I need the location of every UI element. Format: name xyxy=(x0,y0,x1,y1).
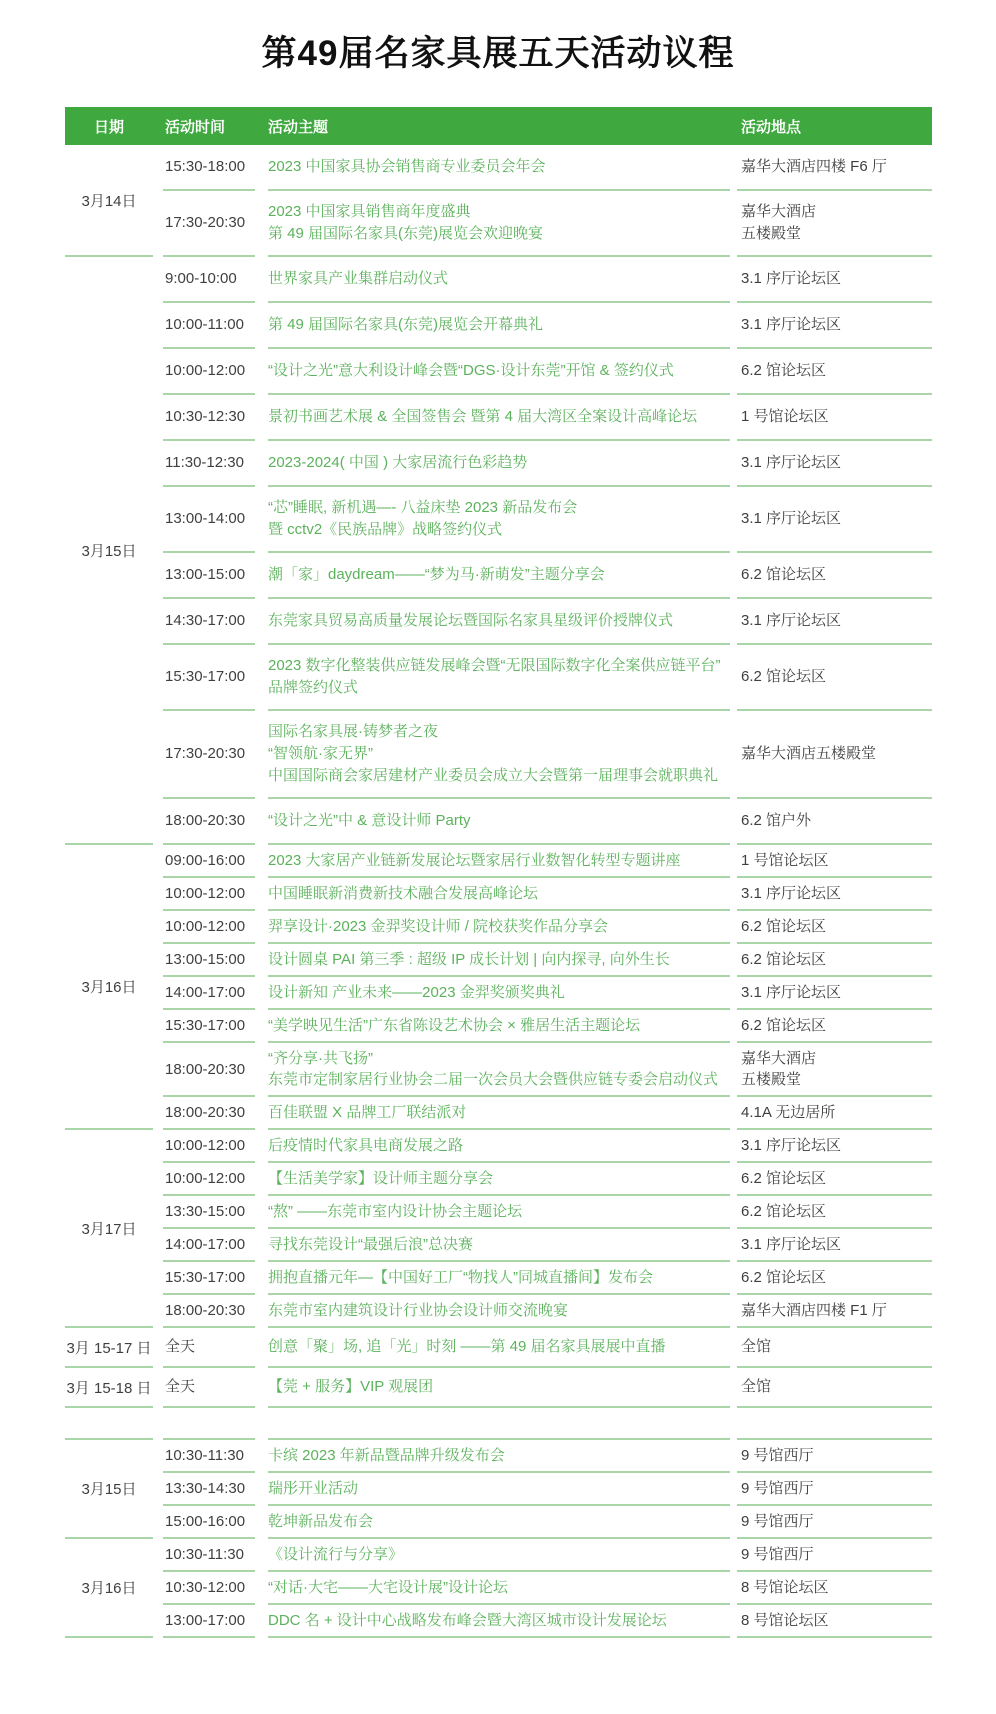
table-row xyxy=(163,711,932,799)
theme-cell xyxy=(268,1605,730,1638)
table-row xyxy=(163,977,932,1010)
theme-cell xyxy=(268,1506,730,1539)
text-line: 瑞彤开业活动 xyxy=(268,1480,359,1497)
table-row xyxy=(163,911,932,944)
text-line: 6.2 馆户外 xyxy=(741,812,812,829)
theme-cell xyxy=(268,711,730,799)
table-row xyxy=(163,1196,932,1229)
text-line: 全天 xyxy=(165,1378,196,1395)
table-row xyxy=(163,191,932,257)
text-line: 6.2 馆论坛区 xyxy=(741,1269,827,1286)
text-line: 6.2 馆论坛区 xyxy=(741,918,827,935)
time-cell xyxy=(163,1473,255,1506)
text-line: 中国国际商会家居建材产业委员会成立大会暨第一届理事会就职典礼 xyxy=(268,767,719,784)
table-row xyxy=(163,1440,932,1473)
text-line: 2023 中国家具销售商年度盛典 xyxy=(268,203,471,220)
table-row xyxy=(163,349,932,395)
table-row xyxy=(163,799,932,845)
text-line: 3.1 序厅论坛区 xyxy=(741,316,842,333)
venue-cell xyxy=(737,487,932,553)
venue-cell xyxy=(737,395,932,441)
table-row xyxy=(163,395,932,441)
theme-cell xyxy=(268,799,730,845)
time-cell xyxy=(163,911,255,944)
time-cell xyxy=(163,1043,255,1097)
table-header-row xyxy=(65,107,932,145)
table-row xyxy=(163,441,932,487)
theme-cell xyxy=(268,487,730,553)
venue-cell xyxy=(737,145,932,191)
time-cell xyxy=(163,1328,255,1368)
theme-cell xyxy=(268,645,730,711)
text-line: 8 号馆论坛区 xyxy=(741,1612,829,1629)
venue-cell xyxy=(737,553,932,599)
theme-cell xyxy=(268,911,730,944)
theme-cell xyxy=(268,303,730,349)
table-row xyxy=(163,1262,932,1295)
text-line: 第 49 届国际名家具(东莞)展览会开幕典礼 xyxy=(268,316,544,333)
text-line: 东莞市定制家居行业协会二届一次会员大会暨供应链专委会启动仪式 xyxy=(268,1071,719,1088)
text-line: 全天 xyxy=(165,1338,196,1355)
text-line: 10:00-12:00 xyxy=(165,1170,246,1187)
text-line: “智领航·家无界” xyxy=(268,745,373,762)
venue-cell xyxy=(737,1262,932,1295)
group-rows xyxy=(163,1440,932,1539)
text-line: 10:30-12:00 xyxy=(165,1579,246,1596)
table-row xyxy=(163,845,932,878)
date-cell: 3月 15-17 日 xyxy=(65,1328,153,1368)
text-line: 全馆 xyxy=(741,1338,772,1355)
text-line: 嘉华大酒店 xyxy=(741,203,817,220)
text-line: 15:30-17:00 xyxy=(165,1269,246,1286)
venue-cell xyxy=(737,645,932,711)
time-cell xyxy=(163,1295,255,1328)
time-cell xyxy=(163,845,255,878)
venue-cell xyxy=(737,1097,932,1130)
spacer-cell xyxy=(268,1408,730,1440)
venue-cell xyxy=(737,1473,932,1506)
text-line: 13:30-15:00 xyxy=(165,1203,246,1220)
text-line: 9 号馆西厅 xyxy=(741,1480,814,1497)
text-line: 10:00-12:00 xyxy=(165,918,246,935)
text-line: 设计圆桌 PAI 第三季 : 超级 IP 成长计划 | 向内探寻, 向外生长 xyxy=(268,951,670,968)
text-line: 寻找东莞设计“最强后浪”总决赛 xyxy=(268,1236,473,1253)
venue-cell xyxy=(737,944,932,977)
text-line: 6.2 馆论坛区 xyxy=(741,1017,827,1034)
text-line: 后疫情时代家具电商发展之路 xyxy=(268,1137,464,1154)
text-line: 全馆 xyxy=(741,1378,772,1395)
text-line: 3.1 序厅论坛区 xyxy=(741,612,842,629)
text-line: 15:30-17:00 xyxy=(165,668,246,685)
venue-cell xyxy=(737,977,932,1010)
header-date: 日期 xyxy=(93,118,124,136)
theme-cell xyxy=(268,1328,730,1368)
time-cell xyxy=(163,145,255,191)
text-line: 东莞家具贸易高质量发展论坛暨国际名家具星级评价授牌仪式 xyxy=(268,612,674,629)
time-cell xyxy=(163,257,255,303)
text-line: 嘉华大酒店 xyxy=(741,1050,817,1067)
time-cell xyxy=(163,1163,255,1196)
text-line: 09:00-16:00 xyxy=(165,852,246,869)
text-line: 15:30-18:00 xyxy=(165,158,246,175)
group-rows xyxy=(163,257,932,845)
group-rows xyxy=(163,1539,932,1638)
text-line: 创意「聚」场, 追「光」时刻 ——第 49 届名家具展展中直播 xyxy=(268,1338,666,1355)
time-cell xyxy=(163,1539,255,1572)
theme-cell xyxy=(268,599,730,645)
time-cell xyxy=(163,553,255,599)
text-line: 国际名家具展·铸梦者之夜 xyxy=(268,723,438,740)
venue-cell xyxy=(737,1043,932,1097)
text-line: “美学映见生活”广东省陈设艺术协会 × 雅居生活主题论坛 xyxy=(268,1017,641,1034)
table-row xyxy=(163,599,932,645)
table-row xyxy=(163,257,932,303)
text-line: 15:00-16:00 xyxy=(165,1513,246,1530)
time-cell xyxy=(163,711,255,799)
text-line: 《设计流行与分享》 xyxy=(268,1546,404,1563)
theme-cell xyxy=(268,1097,730,1130)
text-line: 3.1 序厅论坛区 xyxy=(741,885,842,902)
time-cell xyxy=(163,878,255,911)
time-cell xyxy=(163,799,255,845)
group-rows xyxy=(163,145,932,257)
header-venue: 活动地点 xyxy=(741,118,802,136)
theme-cell xyxy=(268,1368,730,1408)
theme-cell xyxy=(268,257,730,303)
theme-cell xyxy=(268,1196,730,1229)
text-line: 9:00-10:00 xyxy=(165,270,237,287)
spacer-cell xyxy=(65,1408,153,1440)
text-line: 10:30-12:30 xyxy=(165,408,246,425)
theme-cell xyxy=(268,1295,730,1328)
venue-cell xyxy=(737,878,932,911)
schedule-group xyxy=(65,1440,932,1539)
text-line: 10:30-11:30 xyxy=(165,1447,244,1464)
time-cell xyxy=(163,1572,255,1605)
venue-cell xyxy=(737,1196,932,1229)
table-row xyxy=(163,1097,932,1130)
table-body xyxy=(65,145,932,1638)
time-cell xyxy=(163,1130,255,1163)
text-line: 3.1 序厅论坛区 xyxy=(741,510,842,527)
venue-cell xyxy=(737,1572,932,1605)
spacer-cell xyxy=(163,1408,255,1440)
venue-cell xyxy=(737,1010,932,1043)
table-row xyxy=(163,1539,932,1572)
time-cell xyxy=(163,944,255,977)
time-cell xyxy=(163,1440,255,1473)
theme-cell xyxy=(268,1572,730,1605)
table-row xyxy=(163,1163,932,1196)
text-line: 3.1 序厅论坛区 xyxy=(741,454,842,471)
text-line: 2023 中国家具协会销售商专业委员会年会 xyxy=(268,158,546,175)
theme-cell xyxy=(268,553,730,599)
theme-cell xyxy=(268,878,730,911)
spacer-cell xyxy=(737,1408,932,1440)
text-line: 13:30-14:30 xyxy=(165,1480,246,1497)
text-line: “设计之光”意大利设计峰会暨“DGS·设计东莞”开馆 & 签约仪式 xyxy=(268,362,674,379)
text-line: 18:00-20:30 xyxy=(165,1060,246,1078)
theme-cell xyxy=(268,1010,730,1043)
venue-cell xyxy=(737,1328,932,1368)
text-line: 10:00-12:00 xyxy=(165,1137,246,1154)
text-line: 世界家具产业集群启动仪式 xyxy=(268,270,449,287)
date-cell: 3月15日 xyxy=(65,257,153,845)
date-cell: 3月17日 xyxy=(65,1130,153,1328)
venue-cell xyxy=(737,1368,932,1408)
text-line: 13:00-15:00 xyxy=(165,951,246,968)
text-line: 3.1 序厅论坛区 xyxy=(741,270,842,287)
date-cell: 3月16日 xyxy=(65,1539,153,1638)
theme-cell xyxy=(268,1130,730,1163)
text-line: 14:00-17:00 xyxy=(165,1236,246,1253)
table-row xyxy=(163,1572,932,1605)
text-line: 13:00-14:00 xyxy=(165,510,246,527)
schedule-group xyxy=(65,257,932,845)
text-line: 10:00-11:00 xyxy=(165,316,244,333)
schedule-group xyxy=(65,1130,932,1328)
text-line: 2023 大家居产业链新发展论坛暨家居行业数智化转型专题讲座 xyxy=(268,852,681,869)
venue-cell xyxy=(737,1440,932,1473)
schedule-group xyxy=(65,1328,932,1368)
text-line: 【生活美学家】设计师主题分享会 xyxy=(268,1170,494,1187)
venue-cell xyxy=(737,599,932,645)
table-row xyxy=(163,553,932,599)
theme-cell xyxy=(268,441,730,487)
time-cell xyxy=(163,349,255,395)
theme-cell xyxy=(268,145,730,191)
table-row xyxy=(163,878,932,911)
text-line: 东莞市室内建筑设计行业协会设计师交流晚宴 xyxy=(268,1302,569,1319)
text-line: 嘉华大酒店四楼 F1 厅 xyxy=(741,1302,887,1319)
text-line: 6.2 馆论坛区 xyxy=(741,1170,827,1187)
time-cell xyxy=(163,645,255,711)
theme-cell xyxy=(268,1262,730,1295)
theme-cell xyxy=(268,1539,730,1572)
text-line: 8 号馆论坛区 xyxy=(741,1579,829,1596)
table-row xyxy=(163,1506,932,1539)
theme-cell xyxy=(268,191,730,257)
time-cell xyxy=(163,487,255,553)
venue-cell xyxy=(737,303,932,349)
venue-cell xyxy=(737,191,932,257)
table-row xyxy=(163,1368,932,1408)
text-line: 嘉华大酒店四楼 F6 厅 xyxy=(741,158,887,175)
table-row xyxy=(163,145,932,191)
text-line: 6.2 馆论坛区 xyxy=(741,362,827,379)
text-line: DDC 名 + 设计中心战略发布峰会暨大湾区城市设计发展论坛 xyxy=(268,1612,667,1629)
text-line: 卡缤 2023 年新品暨品牌升级发布会 xyxy=(268,1447,505,1464)
venue-cell xyxy=(737,1506,932,1539)
text-line: 13:00-17:00 xyxy=(165,1612,246,1629)
date-cell: 3月15日 xyxy=(65,1440,153,1539)
text-line: 五楼殿堂 xyxy=(741,1071,802,1088)
venue-cell xyxy=(737,1295,932,1328)
text-line: 6.2 馆论坛区 xyxy=(741,951,827,968)
schedule-group xyxy=(65,845,932,1130)
venue-cell xyxy=(737,1539,932,1572)
table-row xyxy=(163,1605,932,1638)
text-line: 13:00-15:00 xyxy=(165,566,246,583)
venue-cell xyxy=(737,441,932,487)
table-row xyxy=(163,487,932,553)
text-line: 6.2 馆论坛区 xyxy=(741,1203,827,1220)
text-line: 潮「家」daydream——“梦为马·新萌发”主题分享会 xyxy=(268,566,605,583)
date-cell: 3月14日 xyxy=(65,145,153,257)
theme-cell xyxy=(268,1473,730,1506)
table-row xyxy=(163,303,932,349)
table-row xyxy=(163,1010,932,1043)
time-cell xyxy=(163,1010,255,1043)
venue-cell xyxy=(737,1130,932,1163)
schedule-group xyxy=(65,1539,932,1638)
venue-cell xyxy=(737,257,932,303)
text-line: 6.2 馆论坛区 xyxy=(741,566,827,583)
text-line: 10:30-11:30 xyxy=(165,1546,244,1563)
time-cell xyxy=(163,1097,255,1130)
text-line: “齐分享·共飞扬” xyxy=(268,1050,373,1067)
venue-cell xyxy=(737,1163,932,1196)
venue-cell xyxy=(737,845,932,878)
time-cell xyxy=(163,191,255,257)
time-cell xyxy=(163,303,255,349)
text-line: 18:00-20:30 xyxy=(165,812,246,829)
text-line: 17:30-20:30 xyxy=(165,214,246,231)
time-cell xyxy=(163,1605,255,1638)
time-cell xyxy=(163,1262,255,1295)
text-line: 18:00-20:30 xyxy=(165,1104,246,1121)
section-spacer xyxy=(65,1408,932,1440)
text-line: 中国睡眠新消费新技术融合发展高峰论坛 xyxy=(268,885,539,902)
text-line: 百佳联盟 X 品牌工厂联结派对 xyxy=(268,1104,467,1121)
text-line: 14:00-17:00 xyxy=(165,984,246,1001)
time-cell xyxy=(163,441,255,487)
time-cell xyxy=(163,977,255,1010)
text-line: “设计之光”中 & 意设计师 Party xyxy=(268,812,471,829)
text-line: 2023-2024( 中国 ) 大家居流行色彩趋势 xyxy=(268,454,528,471)
date-cell: 3月 15-18 日 xyxy=(65,1368,153,1408)
text-line: 15:30-17:00 xyxy=(165,1017,246,1034)
group-rows xyxy=(163,845,932,1130)
text-line: 羿享设计·2023 金羿奖设计师 / 院校获奖作品分享会 xyxy=(268,918,609,935)
text-line: 景初书画艺术展 & 全国签售会 暨第 4 届大湾区全案设计高峰论坛 xyxy=(268,408,698,425)
text-line: 10:00-12:00 xyxy=(165,362,246,379)
text-line: 11:30-12:30 xyxy=(165,454,244,471)
time-cell xyxy=(163,395,255,441)
text-line: 乾坤新品发布会 xyxy=(268,1513,374,1530)
text-line: 2023 数字化整装供应链发展峰会暨“无限国际数字化全案供应链平台” xyxy=(268,657,721,674)
theme-cell xyxy=(268,1043,730,1097)
text-line: 嘉华大酒店五楼殿堂 xyxy=(741,745,877,762)
text-line: 9 号馆西厅 xyxy=(741,1546,814,1563)
table-row xyxy=(163,1229,932,1262)
table-row xyxy=(163,944,932,977)
theme-cell xyxy=(268,395,730,441)
time-cell xyxy=(163,1368,255,1408)
time-cell xyxy=(163,1196,255,1229)
venue-cell xyxy=(737,799,932,845)
schedule-table xyxy=(65,107,932,1638)
text-line: 拥抱直播元年—【中国好工厂“物找人”同城直播间】发布会 xyxy=(268,1269,653,1286)
table-row xyxy=(163,1295,932,1328)
text-line: 3.1 序厅论坛区 xyxy=(741,1137,842,1154)
text-line: 【莞 + 服务】VIP 观展团 xyxy=(268,1378,434,1395)
group-rows xyxy=(163,1328,932,1368)
text-line: 1 号馆论坛区 xyxy=(741,408,829,425)
time-cell xyxy=(163,1506,255,1539)
text-line: 五楼殿堂 xyxy=(741,225,802,242)
table-row xyxy=(163,1043,932,1097)
text-line: “芯”睡眠, 新机遇—- 八益床垫 2023 新品发布会 xyxy=(268,499,578,516)
text-line: 设计新知 产业未来——2023 金羿奖颁奖典礼 xyxy=(268,984,565,1001)
group-rows xyxy=(163,1368,932,1408)
venue-cell xyxy=(737,911,932,944)
text-line: 4.1A 无边居所 xyxy=(741,1104,836,1121)
text-line: 9 号馆西厅 xyxy=(741,1447,814,1464)
text-line: “对话·大宅——大宅设计展”设计论坛 xyxy=(268,1579,508,1596)
table-row xyxy=(163,1473,932,1506)
theme-cell xyxy=(268,1440,730,1473)
venue-cell xyxy=(737,711,932,799)
text-line: 1 号馆论坛区 xyxy=(741,852,829,869)
theme-cell xyxy=(268,845,730,878)
schedule-group xyxy=(65,1368,932,1408)
theme-cell xyxy=(268,349,730,395)
text-line: 6.2 馆论坛区 xyxy=(741,668,827,685)
text-line: 18:00-20:30 xyxy=(165,1302,246,1319)
text-line: 品牌签约仪式 xyxy=(268,679,359,696)
theme-cell xyxy=(268,1229,730,1262)
text-line: 10:00-12:00 xyxy=(165,885,246,902)
date-cell: 3月16日 xyxy=(65,845,153,1130)
text-line: 14:30-17:00 xyxy=(165,612,246,629)
text-line: 3.1 序厅论坛区 xyxy=(741,1236,842,1253)
time-cell xyxy=(163,1229,255,1262)
group-rows xyxy=(163,1130,932,1328)
text-line: 17:30-20:30 xyxy=(165,745,246,762)
time-cell xyxy=(163,599,255,645)
table-row xyxy=(163,645,932,711)
schedule-group xyxy=(65,145,932,257)
text-line: 3.1 序厅论坛区 xyxy=(741,984,842,1001)
venue-cell xyxy=(737,1229,932,1262)
table-row xyxy=(163,1328,932,1368)
text-line: 暨 cctv2《民族品牌》战略签约仪式 xyxy=(268,521,503,538)
table-row xyxy=(163,1130,932,1163)
page-title: 第49届名家具展五天活动议程 xyxy=(261,34,735,73)
text-line: 第 49 届国际名家具(东莞)展览会欢迎晚宴 xyxy=(268,225,544,242)
venue-cell xyxy=(737,349,932,395)
text-line: “熬” ——东莞市室内设计协会主题论坛 xyxy=(268,1203,523,1220)
text-line: 9 号馆西厅 xyxy=(741,1513,814,1530)
theme-cell xyxy=(268,977,730,1010)
header-time: 活动时间 xyxy=(165,118,226,136)
header-theme: 活动主题 xyxy=(268,118,329,136)
theme-cell xyxy=(268,1163,730,1196)
venue-cell xyxy=(737,1605,932,1638)
theme-cell xyxy=(268,944,730,977)
